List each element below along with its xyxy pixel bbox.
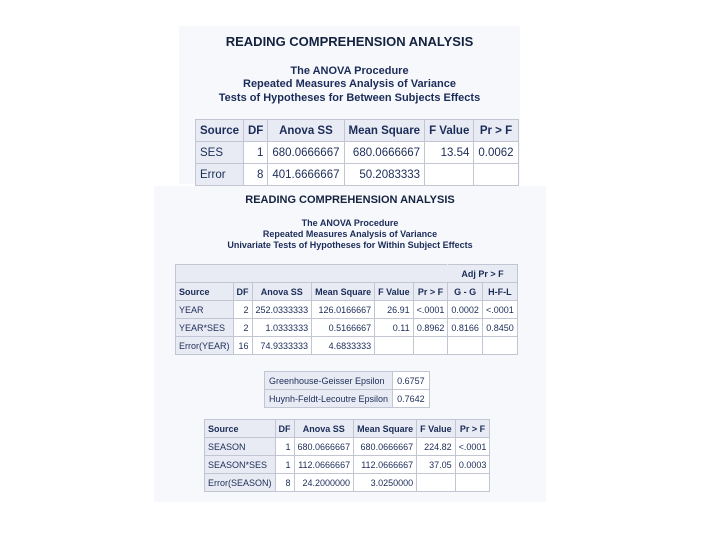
group-header-spacer bbox=[176, 265, 448, 283]
table-cell: 8 bbox=[275, 474, 294, 492]
row-header: SEASON*SES bbox=[205, 456, 276, 474]
column-header: Anova SS bbox=[268, 120, 344, 142]
panel-subtitle bbox=[179, 65, 520, 105]
table-cell: 224.82 bbox=[417, 438, 456, 456]
subtitle-line: Univariate Tests of Hypotheses for Within Subject Effects bbox=[227, 239, 473, 250]
subtitle-line: The ANOVA Procedure bbox=[290, 65, 409, 77]
table-cell bbox=[482, 337, 517, 355]
table-row bbox=[196, 164, 519, 186]
table-row bbox=[176, 337, 518, 355]
column-header: DF bbox=[233, 283, 252, 301]
row-header: Greenhouse-Geisser Epsilon bbox=[265, 372, 393, 390]
table-cell bbox=[417, 474, 456, 492]
table-cell bbox=[448, 337, 483, 355]
table-cell: 1.0333333 bbox=[252, 319, 312, 337]
column-header: Pr > F bbox=[455, 420, 490, 438]
table-cell: 0.8450 bbox=[482, 319, 517, 337]
subtitle-line: Repeated Measures Analysis of Variance bbox=[262, 228, 438, 239]
table-row bbox=[176, 301, 518, 319]
table-cell: 26.91 bbox=[375, 301, 414, 319]
table-cell bbox=[413, 337, 448, 355]
panel-title: READING COMPREHENSION ANALYSIS bbox=[245, 194, 455, 206]
table-cell: 252.0333333 bbox=[252, 301, 312, 319]
table-cell: 37.05 bbox=[417, 456, 456, 474]
table-row bbox=[176, 319, 518, 337]
subtitle-line: Tests of Hypotheses for Between Subjects Effects bbox=[218, 91, 481, 104]
table-row bbox=[265, 372, 430, 390]
table-cell bbox=[425, 164, 474, 186]
table-cell: 24.2000000 bbox=[294, 474, 354, 492]
column-header: Source bbox=[205, 420, 276, 438]
column-header: F Value bbox=[417, 420, 456, 438]
table-cell: 680.0666667 bbox=[344, 142, 425, 164]
table-cell: 0.0002 bbox=[448, 301, 483, 319]
subtitle-line: Repeated Measures Analysis of Variance bbox=[243, 78, 456, 91]
row-header: YEAR bbox=[176, 301, 234, 319]
column-header: DF bbox=[275, 420, 294, 438]
table-cell: 1 bbox=[244, 142, 268, 164]
table-cell bbox=[455, 474, 490, 492]
table-cell: <.0001 bbox=[455, 438, 490, 456]
panel-title: READING COMPREHENSION ANALYSIS bbox=[225, 34, 474, 49]
row-header: YEAR*SES bbox=[176, 319, 234, 337]
panel-subtitle bbox=[154, 218, 546, 251]
table-cell: 0.8962 bbox=[413, 319, 448, 337]
table-cell: 401.6666667 bbox=[268, 164, 344, 186]
table-cell: 8 bbox=[244, 164, 268, 186]
table-cell: <.0001 bbox=[413, 301, 448, 319]
column-header: Mean Square bbox=[312, 283, 375, 301]
table-cell: 2 bbox=[233, 301, 252, 319]
table-row bbox=[196, 142, 519, 164]
column-header: Pr > F bbox=[413, 283, 448, 301]
table-cell: 0.5166667 bbox=[312, 319, 375, 337]
adj-pr-header: Adj Pr > F bbox=[448, 265, 517, 283]
table-cell bbox=[375, 337, 414, 355]
row-header: Error bbox=[196, 164, 244, 186]
table-cell: 126.0166667 bbox=[312, 301, 375, 319]
column-header: F Value bbox=[425, 120, 474, 142]
table-cell: 0.6757 bbox=[393, 372, 430, 390]
table-cell: 1 bbox=[275, 438, 294, 456]
table-cell: 3.0250000 bbox=[354, 474, 417, 492]
column-header: Anova SS bbox=[294, 420, 354, 438]
table-cell: 0.8166 bbox=[448, 319, 483, 337]
between-subjects-panel bbox=[179, 26, 520, 184]
table-cell: 0.11 bbox=[375, 319, 414, 337]
table-cell: <.0001 bbox=[482, 301, 517, 319]
table-cell: 0.7642 bbox=[393, 390, 430, 408]
row-header: SEASON bbox=[205, 438, 276, 456]
between-subjects-table bbox=[195, 119, 519, 186]
row-header: Error(SEASON) bbox=[205, 474, 276, 492]
table-cell: 16 bbox=[233, 337, 252, 355]
row-header: Huynh-Feldt-Lecoutre Epsilon bbox=[265, 390, 393, 408]
column-header: Anova SS bbox=[252, 283, 312, 301]
column-header: Mean Square bbox=[344, 120, 425, 142]
table-cell: 0.0003 bbox=[455, 456, 490, 474]
table-group-header-row bbox=[176, 265, 518, 283]
table-cell bbox=[474, 164, 518, 186]
row-header: Error(YEAR) bbox=[176, 337, 234, 355]
table-header-row bbox=[205, 420, 490, 438]
table-cell: 1 bbox=[275, 456, 294, 474]
table-row bbox=[205, 456, 490, 474]
table-cell: 112.0666667 bbox=[294, 456, 354, 474]
table-cell: 74.9333333 bbox=[252, 337, 312, 355]
column-header: DF bbox=[244, 120, 268, 142]
column-header: H-F-L bbox=[482, 283, 517, 301]
subtitle-line: The ANOVA Procedure bbox=[301, 218, 399, 228]
column-header: Source bbox=[196, 120, 244, 142]
table-row bbox=[205, 474, 490, 492]
season-table bbox=[204, 419, 490, 492]
table-cell: 4.6833333 bbox=[312, 337, 375, 355]
table-cell: 50.2083333 bbox=[344, 164, 425, 186]
within-subjects-table bbox=[175, 264, 518, 355]
table-cell: 112.0666667 bbox=[354, 456, 417, 474]
column-header: Mean Square bbox=[354, 420, 417, 438]
table-row bbox=[205, 438, 490, 456]
table-header-row bbox=[176, 283, 518, 301]
column-header: Source bbox=[176, 283, 234, 301]
epsilon-table bbox=[264, 371, 430, 408]
table-header-row bbox=[196, 120, 519, 142]
row-header: SES bbox=[196, 142, 244, 164]
column-header: G - G bbox=[448, 283, 483, 301]
table-cell: 680.0666667 bbox=[354, 438, 417, 456]
table-cell: 2 bbox=[233, 319, 252, 337]
column-header: F Value bbox=[375, 283, 414, 301]
table-cell: 680.0666667 bbox=[294, 438, 354, 456]
table-cell: 680.0666667 bbox=[268, 142, 344, 164]
table-cell: 13.54 bbox=[425, 142, 474, 164]
table-cell: 0.0062 bbox=[474, 142, 518, 164]
table-row bbox=[265, 390, 430, 408]
within-subjects-panel bbox=[154, 186, 546, 502]
column-header: Pr > F bbox=[474, 120, 518, 142]
